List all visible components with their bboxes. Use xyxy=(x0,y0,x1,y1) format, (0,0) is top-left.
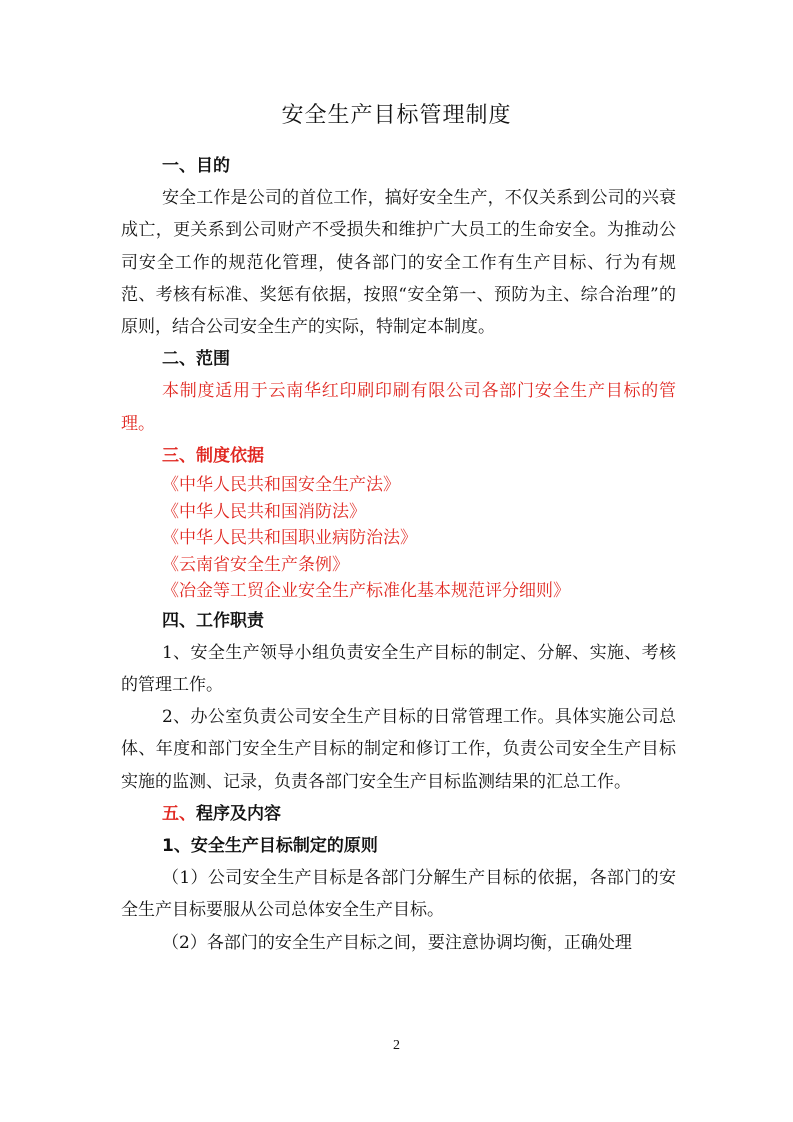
section-5-number: 五、 xyxy=(162,803,196,824)
page-number: 2 xyxy=(393,1038,400,1053)
section-4-heading: 四、工作职责 xyxy=(162,610,264,631)
reference-list xyxy=(121,472,676,605)
reference-item: 《中华人民共和国消防法》 xyxy=(162,501,366,522)
section-1-heading: 一、目的 xyxy=(162,156,230,176)
document-title: 安全生产目标管理制度 xyxy=(281,103,512,128)
section-5-subheading-1: 1、安全生产目标制定的原则 xyxy=(162,835,378,856)
section-5-item-2: （2）各部门的安全生产目标之间，要注意协调均衡，正确处理 xyxy=(162,932,632,953)
section-5-heading xyxy=(121,798,676,830)
document-body xyxy=(121,150,676,959)
section-1-paragraph: 安全工作是公司的首位工作，搞好安全生产，不仅关系到公司的兴衰成亡，更关系到公司财产不受损失和维护广大员工的生命安全。为推动公司安全工作的规范化管理，使各部门的安全工作有生产目标、行为有规范、考核有标准、奖惩有依据，按照“安全第一、预防为主、综合治理”的原则，结合公司安全生产的实际，特制定本制度。 xyxy=(121,188,676,338)
reference-item: 《云南省安全生产条例》 xyxy=(162,554,349,575)
section-5-item-1: （1）公司安全生产目标是各部门分解生产目标的依据，各部门的安全生产目标要服从公司总体安全生产目标。 xyxy=(121,868,676,921)
reference-item: 《中华人民共和国安全生产法》 xyxy=(162,475,400,496)
section-4-item-2: 2、办公室负责公司安全生产目标的日常管理工作。具体实施公司总体、年度和部门安全生产目标的制定和修订工作，负责公司安全生产目标实施的监测、记录，负责各部门安全生产目标监测结果的汇总工作。 xyxy=(121,707,676,792)
section-5-title: 程序及内容 xyxy=(196,803,281,824)
reference-item: 《冶金等工贸企业安全生产标准化基本规范评分细则》 xyxy=(162,581,570,602)
section-2-heading: 二、范围 xyxy=(162,349,230,370)
section-2-paragraph: 本制度适用于云南华红印刷印刷有限公司各部门安全生产目标的管理。 xyxy=(121,381,676,434)
section-3-heading: 三、制度依据 xyxy=(162,445,264,466)
reference-item: 《中华人民共和国职业病防治法》 xyxy=(162,528,417,549)
section-4-item-1: 1、安全生产领导小组负责安全生产目标的制定、分解、实施、考核的管理工作。 xyxy=(121,642,676,695)
